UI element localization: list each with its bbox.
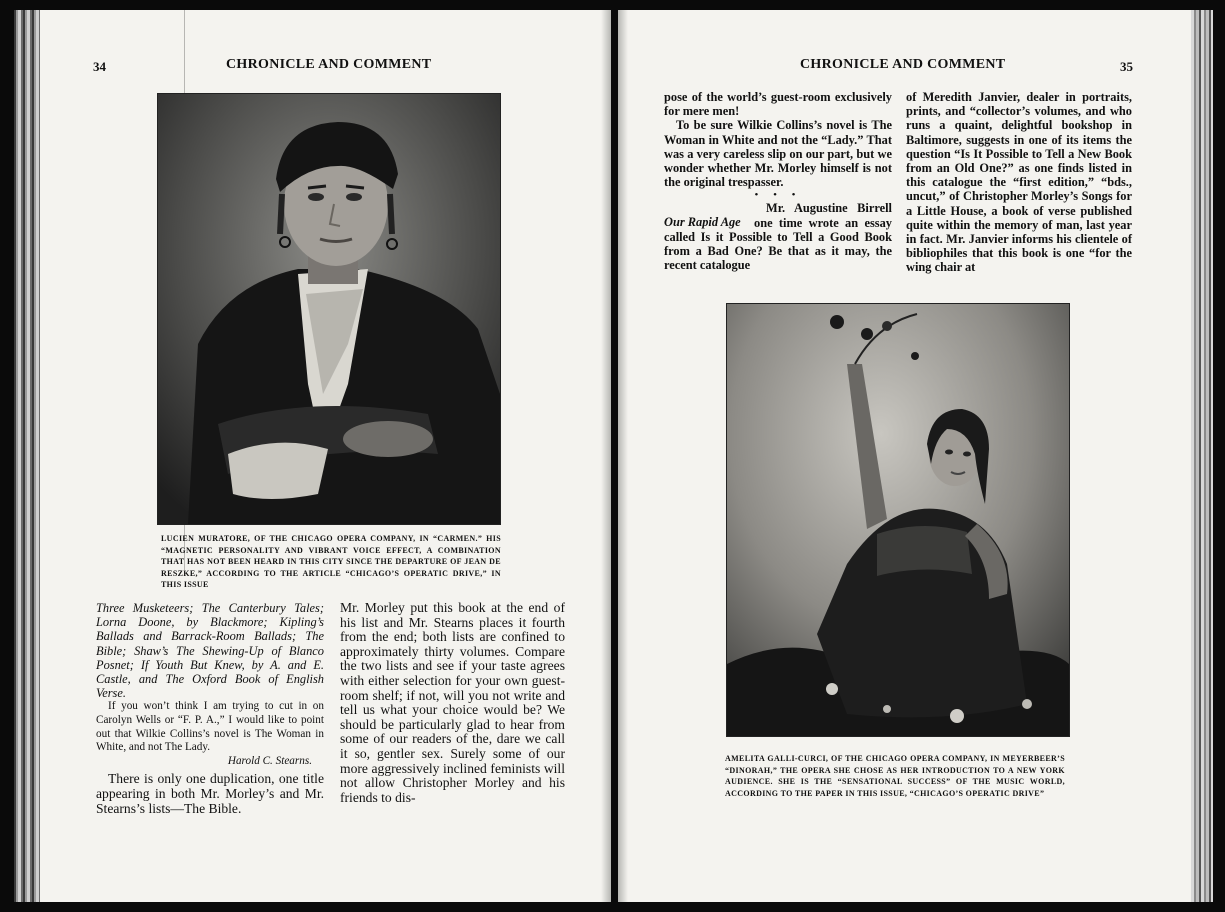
page-number-right: 35 xyxy=(1120,59,1133,74)
section-break-dots: • • • xyxy=(754,189,802,202)
left-col1-paragraph: Three Musketeers; The Canterbury Tales; Lorna Doone, by Blackmore; Kipling’s Ballads and Barrack-Room Ballads; The Bible; Shaw’s The Shewing-Up of Blanco Posnet; If Youth But Knew, by A. and E. Castle, and The Oxford Book of English Verse. xyxy=(96,601,324,701)
right-col1-paragraph: To be sure Wilkie Collins’s novel is The Woman in White and not the “Lady.” That was a very careless slip on our part, but we wonder whether Mr. Morley himself is not the original trespasser. xyxy=(664,118,892,190)
page-edge-left xyxy=(14,10,40,902)
right-column-1 xyxy=(664,90,892,272)
left-col2-paragraph: Mr. Morley put this book at the end of his list and Mr. Stearns places it fourth from the end; both lists are confined to approximately thirty volumes. Compare the two lists and see if your taste agrees with either selection for your own guest-room shelf; if not, will you not write and tell us what your choice would be? We should be particularly glad to hear from some of our readers of the, dare we call it so, gentler sex. Surely some of our more aggressively inclined feminists will not allow Christopher Morley and his friends to dis- xyxy=(340,600,565,805)
page-edge-right xyxy=(1191,10,1213,902)
left-column-2 xyxy=(340,601,565,805)
sidenote-our-rapid-age: Our Rapid Age xyxy=(664,215,741,230)
left-column-1 xyxy=(96,601,324,816)
left-col1-paragraph: If you won’t think I am trying to cut in on Carolyn Wells or “F. P. A.,” I would like to point out that Wilkie Collins’s novel is The Woman in White, and not The Lady. xyxy=(96,700,324,754)
right-col1-paragraph: pose of the world’s guest-room exclusively for mere men! xyxy=(664,90,892,119)
photo-caption-right: AMELITA GALLI-CURCI, OF THE CHICAGO OPERA COMPANY, IN MEYERBEER’S “DINORAH,” THE OPERA SHE CHOSE AS HER INTRODUCTION TO A NEW YORK AUDIENCE. SHE IS THE “SENSATIONAL SUCCESS” OF THE MUSIC WORLD, ACCORDING TO THE PAPER IN THIS ISSUE, “CHICAGO’S OPERATIC DRIVE” xyxy=(725,754,1065,798)
running-head-left: CHRONICLE AND COMMENT xyxy=(226,57,432,72)
right-col2-paragraph: of Meredith Janvier, dealer in portraits, prints, and “collector’s volumes, and who runs a quaint, delightful bookshop in Baltimore, suggests in one of its items the question “Is It Possible to Tell a New Book from an Old One?” as one finds listed in this catalogue the “first edition,” “bds., uncut,” of Christopher Morley’s Songs for a Little House, a book of verse published quite within the memory of man, last year in fact. Mr. Janvier informs his clientele of bibliophiles that this book is one “for the wing chair at xyxy=(906,90,1132,275)
photo-caption-left: LUCIEN MURATORE, OF THE CHICAGO OPERA COMPANY, IN “CARMEN.” HIS “MAGNETIC PERSONALITY AND VIBRANT VOICE EFFECT, A COMBINATION THAT HAS NOT BEEN HEARD IN THIS CITY SINCE THE DEPARTURE OF JEAN DE RESZKE,” ACCORDING TO THE ARTICLE “CHICAGO’S OPERATIC DRIVE,” IN THIS ISSUE xyxy=(161,534,501,589)
left-page xyxy=(14,10,611,902)
photo-muratore xyxy=(157,93,501,525)
running-head-right: CHRONICLE AND COMMENT xyxy=(800,57,1006,72)
signature: Harold C. Stearns. xyxy=(227,754,312,767)
left-col1-paragraph: There is only one duplication, one title appearing in both Mr. Morley’s and Mr. Stearns’s lists—The Bible. xyxy=(96,771,324,816)
right-page xyxy=(618,10,1213,902)
right-col1-paragraph: Mr. Augustine Birrell one time wrote an essay called Is it Possible to Tell a Good Book from a Bad One? Be that as it may, the recent catalogue xyxy=(664,201,892,273)
right-column-2 xyxy=(906,90,1132,275)
page-number-left: 34 xyxy=(93,59,106,74)
photo-galli-curci xyxy=(726,303,1070,737)
